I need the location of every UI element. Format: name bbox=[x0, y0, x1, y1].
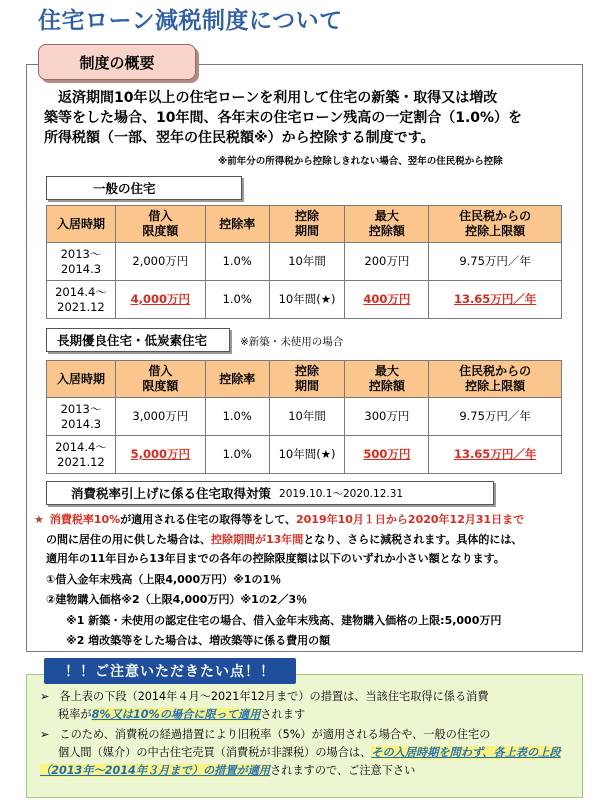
cell-deduction-period: 10年間 bbox=[269, 398, 345, 436]
star-icon: ★ bbox=[34, 513, 44, 526]
tax-hike-text-2: の間に居住の用に供した場合は、 bbox=[46, 532, 211, 546]
cell-max-deduction: 200万円 bbox=[345, 243, 429, 281]
header-deduction-period: 控除 期間 bbox=[269, 361, 345, 398]
cell-deduction-rate: 1.0% bbox=[205, 436, 269, 474]
general-housing-table bbox=[46, 205, 562, 319]
footnote-2: ※2 増改築等をした場合は、増改築等に係る費用の額 bbox=[66, 634, 331, 647]
cell-deduction-period: 10年間(★) bbox=[269, 281, 345, 319]
table-row bbox=[47, 281, 562, 319]
caution-2-emphasis: その入居時期を問わず、各上表の上段（2013年～2014年３月まで）の措置が適用 bbox=[40, 746, 561, 777]
tax-hike-body bbox=[34, 510, 576, 652]
cell-resident-tax-limit: 13.65万円／年 bbox=[429, 281, 562, 319]
cell-move-in-period: 2013～ 2014.3 bbox=[47, 243, 116, 281]
header-max-deduction: 最大 控除額 bbox=[345, 206, 429, 243]
intro-text bbox=[44, 88, 576, 148]
cell-resident-tax-limit: 13.65万円／年 bbox=[429, 436, 562, 474]
cell-resident-tax-limit: 9.75万円／年 bbox=[429, 243, 562, 281]
caution-1-text-b: 税率が bbox=[58, 708, 92, 721]
caution-1-text-c: されます bbox=[260, 708, 306, 721]
deduction-period-highlight: 控除期間が13年間 bbox=[211, 532, 304, 546]
tax-hike-period: 2019.10.1～2020.12.31 bbox=[279, 487, 404, 500]
long-term-note: ※新築・未使用の場合 bbox=[240, 336, 344, 348]
tax-rate-highlight: 消費税率10% bbox=[49, 513, 121, 526]
cell-move-in-period: 2014.4～ 2021.12 bbox=[47, 436, 116, 474]
tax-hike-label bbox=[46, 481, 494, 505]
caution-1-emphasis: 8%又は10%の場合に限って適用 bbox=[91, 708, 261, 721]
long-term-housing-table bbox=[46, 360, 562, 474]
cell-deduction-period: 10年間 bbox=[269, 243, 345, 281]
arrow-icon: ➢ bbox=[40, 728, 50, 741]
arrow-icon: ➢ bbox=[40, 690, 50, 703]
cell-max-deduction: 300万円 bbox=[345, 398, 429, 436]
intro-note: ※前年分の所得税から控除しきれない場合、翌年の住民税から控除 bbox=[218, 156, 503, 167]
header-deduction-period: 控除 期間 bbox=[269, 206, 345, 243]
calc-item-1: ①借入金年末残高（上限4,000万円）※1の1％ bbox=[46, 572, 282, 586]
caution-text bbox=[40, 688, 570, 782]
cell-borrowing-limit: 2,000万円 bbox=[115, 243, 205, 281]
header-resident-tax-limit: 住民税からの 控除上限額 bbox=[429, 206, 562, 243]
cell-deduction-rate: 1.0% bbox=[205, 243, 269, 281]
table-row bbox=[47, 398, 562, 436]
table-row bbox=[47, 436, 562, 474]
tax-hike-text-4: 適用年の11年目から13年目までの各年の控除限度額は以下のいずれか小さい額となります。 bbox=[46, 552, 505, 565]
header-move-in-period: 入居時期 bbox=[47, 361, 116, 398]
tax-hike-text-1: が適用される住宅の取得等をして、 bbox=[120, 513, 296, 526]
header-deduction-rate: 控除率 bbox=[205, 206, 269, 243]
cell-borrowing-limit: 3,000万円 bbox=[115, 398, 205, 436]
header-move-in-period: 入居時期 bbox=[47, 206, 116, 243]
header-max-deduction: 最大 控除額 bbox=[345, 361, 429, 398]
cell-move-in-period: 2013～ 2014.3 bbox=[47, 398, 116, 436]
intro-line-1: 返済期間10年以上の住宅ローンを利用して住宅の新築・取得又は増改 bbox=[58, 90, 498, 106]
cell-borrowing-limit: 5,000万円 bbox=[115, 436, 205, 474]
table-row bbox=[47, 243, 562, 281]
cell-max-deduction: 500万円 bbox=[345, 436, 429, 474]
header-deduction-rate: 控除率 bbox=[205, 361, 269, 398]
caution-1-text-a: 各上表の下段（2014年４月～2021年12月まで）の措置は、当該住宅取得に係る消費 bbox=[59, 690, 489, 703]
cell-move-in-period: 2014.4～ 2021.12 bbox=[47, 281, 116, 319]
cell-max-deduction: 400万円 bbox=[345, 281, 429, 319]
table-header-row bbox=[47, 361, 562, 398]
intro-line-3: 所得税額（一部、翌年の住民税額※）から控除する制度です。 bbox=[44, 130, 435, 146]
header-borrowing-limit: 借入 限度額 bbox=[115, 361, 205, 398]
general-housing-label: 一般の住宅 bbox=[46, 176, 242, 200]
caution-tab: ！！ご注意いただきたい点！！ bbox=[44, 658, 296, 684]
tax-hike-title: 消費税率引上げに係る住宅取得対策 bbox=[71, 486, 272, 501]
cell-deduction-period: 10年間(★) bbox=[269, 436, 345, 474]
caution-2-text-a: このため、消費税の経過措置により旧税率（5%）が適用される場合や、一般の住宅の bbox=[59, 728, 491, 741]
tax-hike-text-3: となり、さらに減税されます。具体的には、 bbox=[303, 532, 523, 546]
cell-borrowing-limit: 4,000万円 bbox=[115, 281, 205, 319]
cell-resident-tax-limit: 9.75万円／年 bbox=[429, 398, 562, 436]
header-resident-tax-limit: 住民税からの 控除上限額 bbox=[429, 361, 562, 398]
cell-deduction-rate: 1.0% bbox=[205, 281, 269, 319]
period-highlight: 2019年10月１日から2020年12月31日まで bbox=[296, 513, 525, 526]
footnote-1: ※1 新築・未使用の認定住宅の場合、借入金年末残高、建物購入価格の上限:5,000万円 bbox=[66, 613, 502, 627]
overview-tab: 制度の概要 bbox=[38, 44, 196, 80]
cell-deduction-rate: 1.0% bbox=[205, 398, 269, 436]
calc-item-2: ②建物購入価格※2（上限4,000万円）※1の2／3％ bbox=[46, 593, 308, 606]
intro-line-2: 築等をした場合、10年間、各年末の住宅ローン残高の一定割合（1.0%）を bbox=[44, 110, 523, 126]
page-title: 住宅ローン減税制度について bbox=[38, 8, 343, 34]
header-borrowing-limit: 借入 限度額 bbox=[115, 206, 205, 243]
table-header-row bbox=[47, 206, 562, 243]
caution-2-text-c: されますので、ご注意下さい bbox=[270, 764, 416, 777]
long-term-housing-label: 長期優良住宅・低炭素住宅 bbox=[46, 328, 230, 352]
caution-2-text-b: 個人間（媒介）の中古住宅売買（消費税が非課税）の場合は、 bbox=[58, 746, 372, 759]
